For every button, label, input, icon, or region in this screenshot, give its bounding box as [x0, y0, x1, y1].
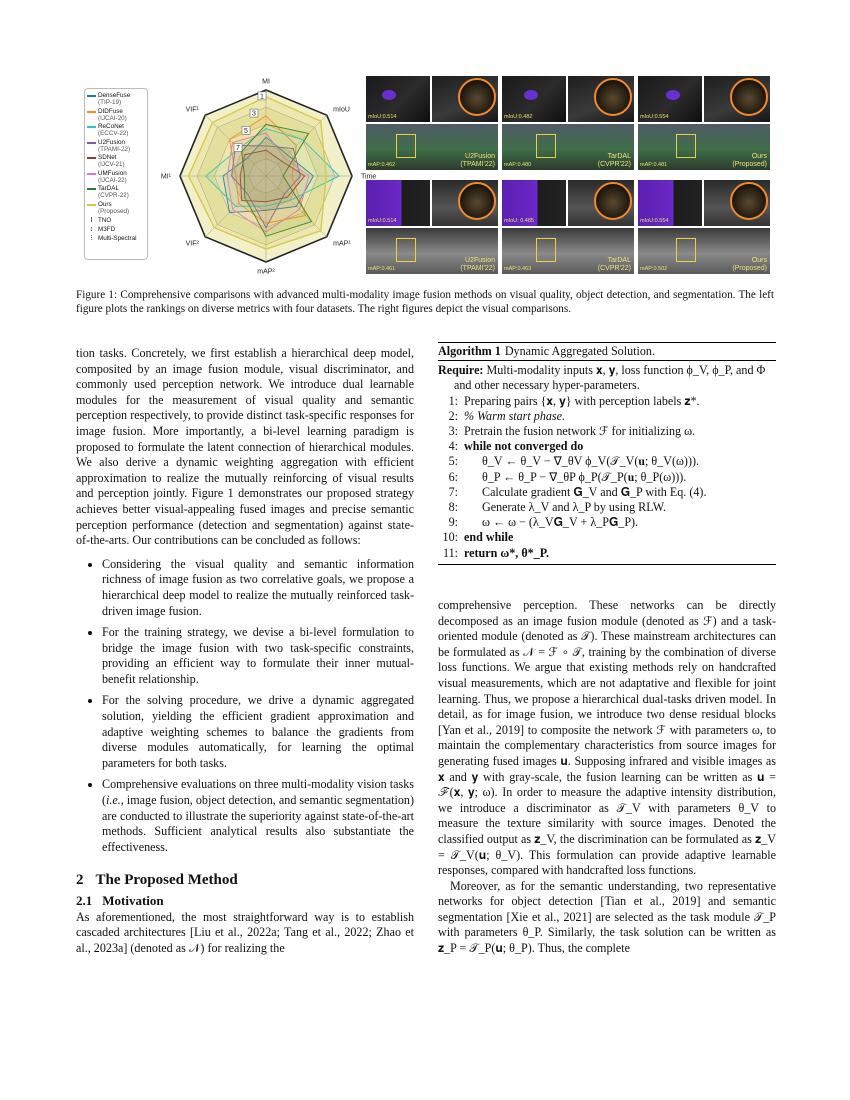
- method-label: [732, 257, 767, 272]
- miou-label: mIoU:0.514: [368, 114, 397, 120]
- legend-swatch: [87, 173, 96, 175]
- map-label: mAP:0.502: [640, 266, 668, 272]
- legend-swatch: [87, 188, 96, 190]
- contribution-text: Comprehensive evaluations on three multi-modality vision tasks (: [102, 777, 414, 808]
- method-venue: (Proposed): [732, 264, 767, 272]
- legend-method-name: TarDAL: [98, 185, 119, 192]
- require-text: Multi-modality inputs 𝐱, 𝐲, loss function ϕ_V, ϕ_P, and Φ and other necessary hyper-parameters.: [454, 363, 766, 393]
- contribution-item: • Considering the visual quality and semantic information richness of image fusion as two correlative goals, we propose a hierarchical deep model to realize the mutually reinforced task-driven image fusion.: [102, 557, 414, 619]
- miou-label: mIoU:0.554: [640, 218, 669, 224]
- require-label: Require:: [438, 363, 484, 378]
- miou-label: mIoU:0.514: [368, 218, 397, 224]
- legend-entry: [87, 123, 145, 137]
- legend-text: [98, 139, 130, 153]
- line-text: ω ← ω − (λ_V𝐆_V + λ_P𝐆_P).: [482, 515, 639, 530]
- segmentation-image: [502, 76, 566, 122]
- algorithm-label: Algorithm 1: [438, 344, 501, 358]
- line-number: 10:: [442, 530, 458, 545]
- legend-method-name: ReCoNet: [98, 123, 124, 130]
- comparison-panel: [502, 180, 634, 274]
- line-text: Generate λ_V and λ_P by using RLW.: [482, 500, 667, 515]
- algorithm-line: [438, 424, 776, 439]
- method-venue: (Proposed): [732, 160, 767, 168]
- legend-method-name: DIDFuse: [98, 107, 123, 115]
- detection-image: [366, 228, 498, 274]
- legend-text: [98, 123, 128, 137]
- radar-chart: [154, 72, 384, 280]
- legend-entry: [87, 170, 145, 184]
- comparison-panel: [366, 76, 498, 170]
- radar-axis-label: VIF²: [185, 240, 199, 248]
- detection-box: [536, 134, 556, 158]
- method-venue: (CVPR'22): [597, 160, 631, 168]
- contribution-item: • For the training strategy, we devise a bi-level formulation to bridge the image fusion with two task-specific constraints, providing an efficient way to formulate their inner mutual-benefit relationship.: [102, 625, 414, 687]
- line-text: Pretrain the fusion network ℱ for initializing ω.: [464, 424, 696, 439]
- algorithm-body: [438, 361, 776, 565]
- legend-dataset: [87, 226, 145, 233]
- legend-swatch: [87, 142, 96, 144]
- contribution-item: • For the solving procedure, we drive a dynamic aggregated solution, yielding the efficient gradient approximation and adaptive weighting schemes to balance the gradients from diverse modules automatically, for learning the optimal parameters for both tasks.: [102, 693, 414, 771]
- method-name: Ours: [751, 153, 767, 160]
- algorithm-line: [438, 470, 776, 485]
- zoom-inset: [458, 78, 496, 116]
- right-column: [438, 598, 776, 957]
- dataset-marker-icon: ⁝: [90, 234, 93, 242]
- algorithm-line: [438, 500, 776, 515]
- radar-axis-label: mAP²: [257, 268, 275, 276]
- line-number: 9:: [448, 515, 458, 530]
- method-name: TarDAL: [607, 257, 631, 264]
- line-text: θ_P ← θ_P − ∇_θP ϕ_P(𝒯_P(𝐮; θ_P(ω))).: [482, 469, 687, 484]
- miou-label: mIoU:0.482: [504, 114, 533, 120]
- segmentation-mask: [524, 90, 538, 100]
- method-label: [732, 153, 767, 168]
- miou-label: mIoU:0.554: [640, 114, 669, 120]
- legend-method-name: Ours: [98, 200, 112, 208]
- legend-text: [98, 170, 127, 184]
- algorithm-title: Dynamic Aggregated Solution.: [504, 344, 655, 358]
- zoom-inset: [730, 78, 768, 116]
- detection-box: [396, 134, 416, 158]
- contribution-list: [76, 557, 414, 856]
- method-label: [598, 153, 631, 168]
- figure-caption: Figure 1: Comprehensive comparisons with advanced multi-modality image fusion methods on visual quality, object detection, and segmentation. The left figure plots the rankings on diverse metrics with four datasets. The right figures depict the visual comparisons.: [76, 289, 774, 315]
- line-number: 2:: [448, 408, 458, 423]
- left-column: [76, 346, 414, 956]
- legend-text: [98, 154, 125, 168]
- rank-label: 3: [252, 110, 256, 118]
- segmentation-image: [638, 76, 702, 122]
- map-label: mAP:0.481: [640, 162, 668, 168]
- legend-text: [98, 92, 130, 106]
- algorithm-line: [438, 454, 776, 469]
- algorithm-line: [438, 546, 776, 561]
- line-text: % Warm start phase.: [464, 408, 566, 423]
- algorithm-line: [438, 394, 776, 409]
- motivation-paragraph: As aforementioned, the most straightforward way is to establish cascaded architectures [Liu et al., 2022a; Tang et al., 2022; Zhao et al., 2023a] (denoted as 𝒩) for realizing the: [76, 909, 414, 955]
- legend-method-venue: (TPAMI-22): [98, 145, 131, 153]
- radar-axis-label: mIoU: [333, 106, 350, 114]
- rank-label: 5: [244, 127, 248, 135]
- line-text: return ω*, θ*_P.: [464, 545, 550, 560]
- subsection-number: 2.1: [76, 893, 93, 908]
- algorithm-header: [438, 342, 776, 361]
- segmentation-image: [366, 76, 430, 122]
- section-title: The Proposed Method: [95, 872, 238, 889]
- body-paragraph: Moreover, as for the semantic understanding, two representative networks for object detection [Tian et al., 2019] and semantic segmentation [Xie et al., 2021] are selected as the task module 𝒯_P with parameters θ_P. Similarly, the task solution can be written as 𝐳_P = 𝒯_P(𝐮; θ_P). Thus, the complete: [438, 878, 776, 956]
- comparison-panel: [502, 76, 634, 170]
- legend-entry: [87, 185, 145, 199]
- map-label: mAP:0.480: [504, 162, 532, 168]
- segmentation-image: [366, 180, 430, 226]
- legend-entry: [87, 139, 145, 153]
- line-text: Preparing pairs {𝐱, 𝐲} with perception labels 𝐳*.: [464, 393, 700, 408]
- legend-method-venue: (ECCV-22): [98, 130, 129, 137]
- legend-dataset: [87, 235, 145, 242]
- zoom-inset: [594, 78, 632, 116]
- line-number: 4:: [448, 439, 458, 454]
- legend-text: [98, 185, 129, 199]
- dataset-name: M3FD: [98, 225, 116, 233]
- radar-axis-label: MI: [262, 78, 270, 86]
- detection-image: [366, 124, 498, 170]
- line-number: 11:: [442, 545, 458, 560]
- subsection-heading: [76, 893, 414, 909]
- line-number: 1:: [448, 393, 458, 408]
- legend-swatch: [87, 157, 96, 159]
- map-label: mAP:0.463: [504, 266, 532, 272]
- algorithm-box: [438, 342, 776, 565]
- method-label: [460, 257, 495, 272]
- legend-method-name: SDNet: [98, 154, 117, 161]
- detection-image: [502, 124, 634, 170]
- detection-image: [638, 124, 770, 170]
- legend-method-venue: (IJCAI-20): [98, 114, 127, 122]
- method-name: TarDAL: [607, 153, 631, 160]
- legend-method-name: U2Fusion: [98, 138, 125, 146]
- legend-entry: [87, 108, 145, 122]
- detection-image: [502, 228, 634, 274]
- segmentation-image: [638, 180, 702, 226]
- algorithm-line: [438, 515, 776, 530]
- map-label: mAP:0.462: [368, 162, 396, 168]
- radar-axis-label: VIF¹: [185, 106, 199, 114]
- algorithm-line: [438, 485, 776, 500]
- comparison-panel: [366, 180, 498, 274]
- line-number: 3:: [448, 424, 458, 439]
- zoom-inset: [730, 182, 768, 220]
- segmentation-mask: [382, 90, 396, 100]
- radar-legend: [84, 88, 148, 260]
- legend-entry: [87, 154, 145, 168]
- legend-dataset: [87, 217, 145, 224]
- dataset-name: Multi-Spectral: [98, 234, 137, 242]
- contribution-text: image fusion, object detection, and semantic segmentation) are conducted to illustrate the superiority against state-of-the-art methods. Sufficient analytical results also substantiate the effectiveness.: [102, 793, 414, 854]
- zoom-inset: [594, 182, 632, 220]
- legend-method-name: UMFusion: [98, 169, 127, 177]
- detection-box: [676, 238, 696, 262]
- rank-label: 7: [236, 144, 240, 152]
- legend-swatch: [87, 95, 96, 97]
- line-number: 7:: [448, 484, 458, 499]
- legend-entry: [87, 201, 145, 215]
- line-number: 6:: [448, 469, 458, 484]
- method-name: U2Fusion: [465, 257, 495, 264]
- detection-box: [536, 238, 556, 262]
- figure-1: [84, 72, 770, 280]
- section-heading: [76, 873, 414, 889]
- line-text: θ_V ← θ_V − ∇_θV ϕ_V(𝒯_V(𝐮; θ_V(ω))).: [482, 454, 700, 469]
- detection-box: [396, 238, 416, 262]
- legend-swatch: [87, 111, 96, 113]
- contribution-emphasis: i.e.,: [106, 793, 124, 808]
- method-label: [460, 153, 495, 168]
- algorithm-line: [438, 409, 776, 424]
- radar-axis-label: MI¹: [160, 173, 171, 181]
- segmentation-image: [502, 180, 566, 226]
- detection-box: [676, 134, 696, 158]
- rank-label: 1: [260, 93, 264, 101]
- intro-paragraph: tion tasks. Concretely, we first establish a hierarchical deep model, composited by an image fusion module, visual discriminator, and commonly used perception network. We introduce dual learnable modules for the measurement of visual quality and semantic perception respectively, to provide distinct task-specific responses for image fusion. More importantly, a bi-level learning paradigm is proposed to formulate the latent connection of hierarchical modules. We also derive a dynamic weighting aggregation with efficient approximation to realize the mutually reinforcing of visual results and perception jointly. Figure 1 demonstrates our proposed strategy achieves better visual-appealing fused images and precise semantic perception performance (detection and segmentation) against state-of-the-arts. Our contributions can be concluded as follows:: [76, 346, 414, 548]
- zoom-inset: [458, 182, 496, 220]
- contribution-item: [102, 777, 414, 855]
- method-name: U2Fusion: [465, 153, 495, 160]
- method-label: [598, 257, 631, 272]
- dataset-marker-icon: I: [90, 216, 93, 224]
- legend-method-venue: (IJCV-21): [98, 161, 125, 168]
- legend-entry: [87, 92, 145, 106]
- legend-swatch: [87, 204, 96, 206]
- legend-method-venue: (Proposed): [98, 207, 130, 215]
- subsection-title: Motivation: [102, 893, 164, 908]
- comparison-panel: [638, 180, 770, 274]
- algorithm-line: [438, 530, 776, 545]
- algorithm-line: [438, 439, 776, 454]
- visual-comparison-panels: [366, 76, 770, 276]
- map-label: mAP:0.461: [368, 266, 396, 272]
- legend-method-venue: (IJCAI-22): [98, 176, 127, 184]
- legend-method-venue: (TIP-19): [98, 99, 122, 106]
- line-number: 8:: [448, 500, 458, 515]
- legend-method-venue: (CVPR-22): [98, 192, 129, 199]
- radar-axis-label: Time: [361, 173, 377, 181]
- body-paragraph: comprehensive perception. These networks can be directly decomposed as an image fusion module (denoted as ℱ) and a task-oriented module (denoted as 𝒯). These mainstream architectures can be formulated as 𝒩 = ℱ ∘ 𝒯, training by the combination of diverse loss functions. We argue that existing methods rely on handcrafted visual measurements, which are not adaptative and flexible for joint learning. Thus, we propose a hierarchical dual-tasks driven model. In detail, as for image fusion, we introduce two dense residual blocks [Yan et al., 2019] to composite the network ℱ with parameters ω, to maintain the complementary characteristics from source images for generating fused images 𝐮. Supposing infrared and visible images as 𝐱 and 𝐲 with gray-scale, the fusion learning can be written as 𝐮 = ℱ(𝐱, 𝐲; ω). In order to measure the adaptive intensity distribution, we introduce a discriminator as 𝒯_V with parameters θ_V to measure the texture similarity with source images. Denoted the classified output as 𝐳_V, the discrimination can be formulated as 𝐳_V = 𝒯_V(𝐮; θ_V). This formulation can provide adaptive learnable responses, compared with handcrafted loss functions.: [438, 598, 776, 878]
- radar-axis-label: mAP¹: [333, 240, 351, 248]
- line-text: while not converged do: [464, 439, 584, 454]
- section-number: 2: [76, 872, 84, 889]
- method-venue: (TPAMI'22): [460, 160, 495, 168]
- comparison-panel: [638, 76, 770, 170]
- legend-method-name: DenseFuse: [98, 92, 131, 99]
- algorithm-require: [438, 363, 776, 393]
- legend-swatch: [87, 126, 96, 128]
- segmentation-mask: [666, 90, 680, 100]
- line-text: Calculate gradient 𝐆_V and 𝐆_P with Eq. (4).: [482, 484, 707, 499]
- miou-label: mIoU: 0.485: [504, 218, 534, 224]
- legend-text: [98, 201, 129, 215]
- method-venue: (TPAMI'22): [460, 264, 495, 272]
- dataset-marker-icon: ↕: [89, 225, 94, 233]
- detection-image: [638, 228, 770, 274]
- line-text: end while: [464, 530, 514, 545]
- legend-text: [98, 108, 127, 122]
- dataset-name: TNO: [98, 216, 112, 224]
- method-name: Ours: [751, 257, 767, 264]
- line-number: 5:: [448, 454, 458, 469]
- method-venue: (CVPR'22): [597, 264, 631, 272]
